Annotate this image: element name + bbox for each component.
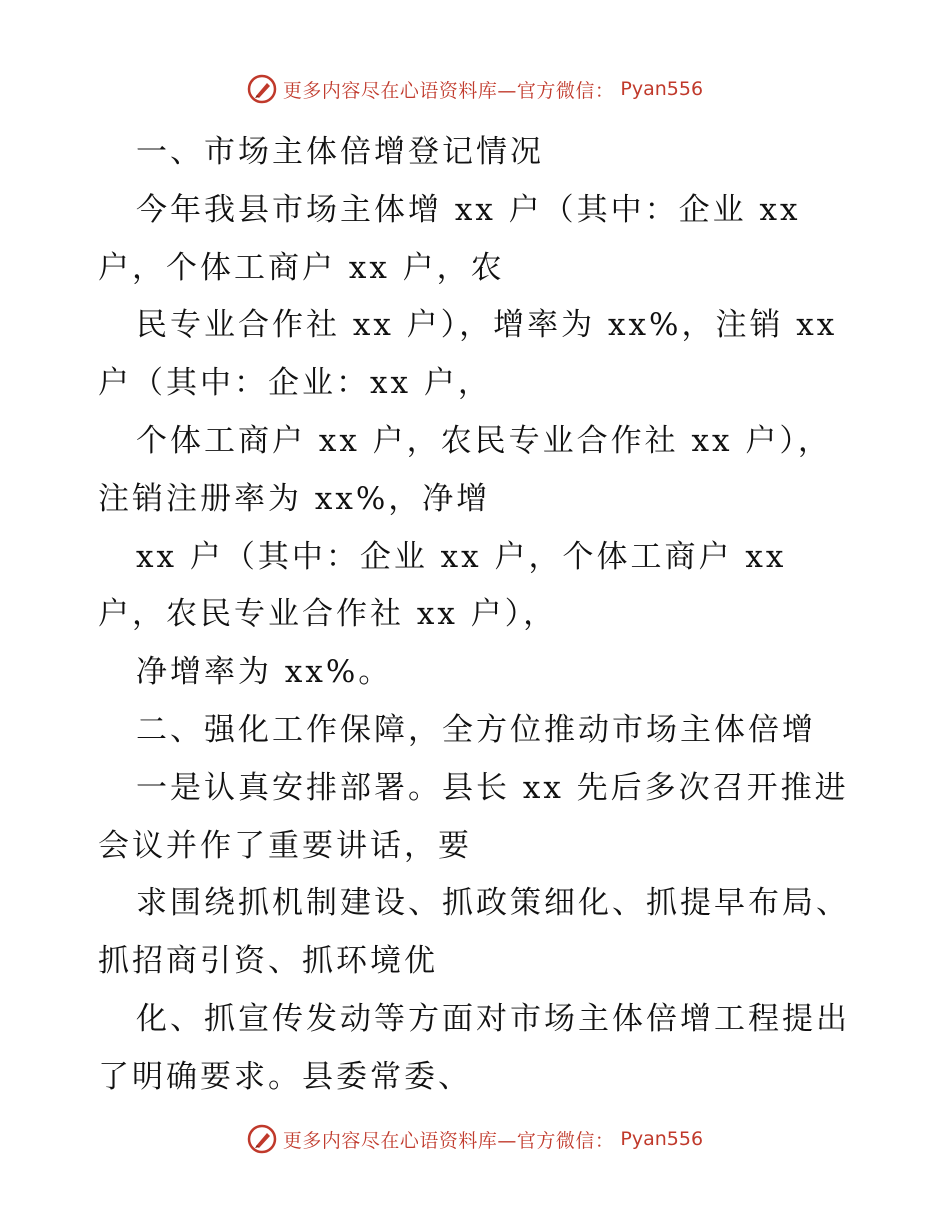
paragraph-line: 今年我县市场主体增 xx 户（其中：企业 xx	[136, 191, 801, 228]
pen-logo-icon	[247, 74, 277, 104]
watermark-text: 更多内容尽在心语资料库—官方微信：	[282, 1129, 615, 1152]
section-heading-1: 一、市场主体倍增登记情况	[136, 134, 544, 170]
pen-logo-icon	[247, 1124, 277, 1154]
paragraph-line: 户（其中：企业：xx 户，	[98, 365, 492, 402]
footer-watermark	[0, 1124, 950, 1154]
paragraph-line: 抓招商引资、抓环境优	[98, 943, 438, 980]
paragraph-line: 了明确要求。县委常委、	[98, 1058, 472, 1095]
section-heading-2: 二、强化工作保障，全方位推动市场主体倍增	[136, 711, 816, 748]
paragraph-line: 注销注册率为 xx%，净增	[98, 480, 491, 517]
header-watermark	[0, 74, 950, 104]
watermark-text: 更多内容尽在心语资料库—官方微信：	[282, 79, 615, 102]
paragraph-line: 一是认真安排部署。县长 xx 先后多次召开推进	[136, 769, 849, 806]
paragraph-line: 个体工商户 xx 户，农民专业合作社 xx 户），	[136, 422, 832, 459]
watermark-wechat-id: Pyan556	[620, 1128, 704, 1150]
paragraph-line: 会议并作了重要讲话，要	[98, 827, 472, 864]
paragraph-line: 求围绕抓机制建设、抓政策细化、抓提早布局、	[136, 885, 850, 922]
paragraph-line: 民专业合作社 xx 户），增率为 xx%，注销 xx	[136, 307, 838, 344]
paragraph-line: xx 户（其中：企业 xx 户，个体工商户 xx	[136, 538, 787, 575]
paragraph-line: 户，农民专业合作社 xx 户），	[98, 596, 558, 633]
paragraph-line: 净增率为 xx%。	[136, 654, 393, 691]
document-body	[98, 124, 888, 1107]
paragraph-line: 化、抓宣传发动等方面对市场主体倍增工程提出	[136, 1000, 850, 1037]
paragraph-line: 户，个体工商户 xx 户，农	[98, 249, 505, 286]
watermark-wechat-id: Pyan556	[620, 78, 704, 100]
